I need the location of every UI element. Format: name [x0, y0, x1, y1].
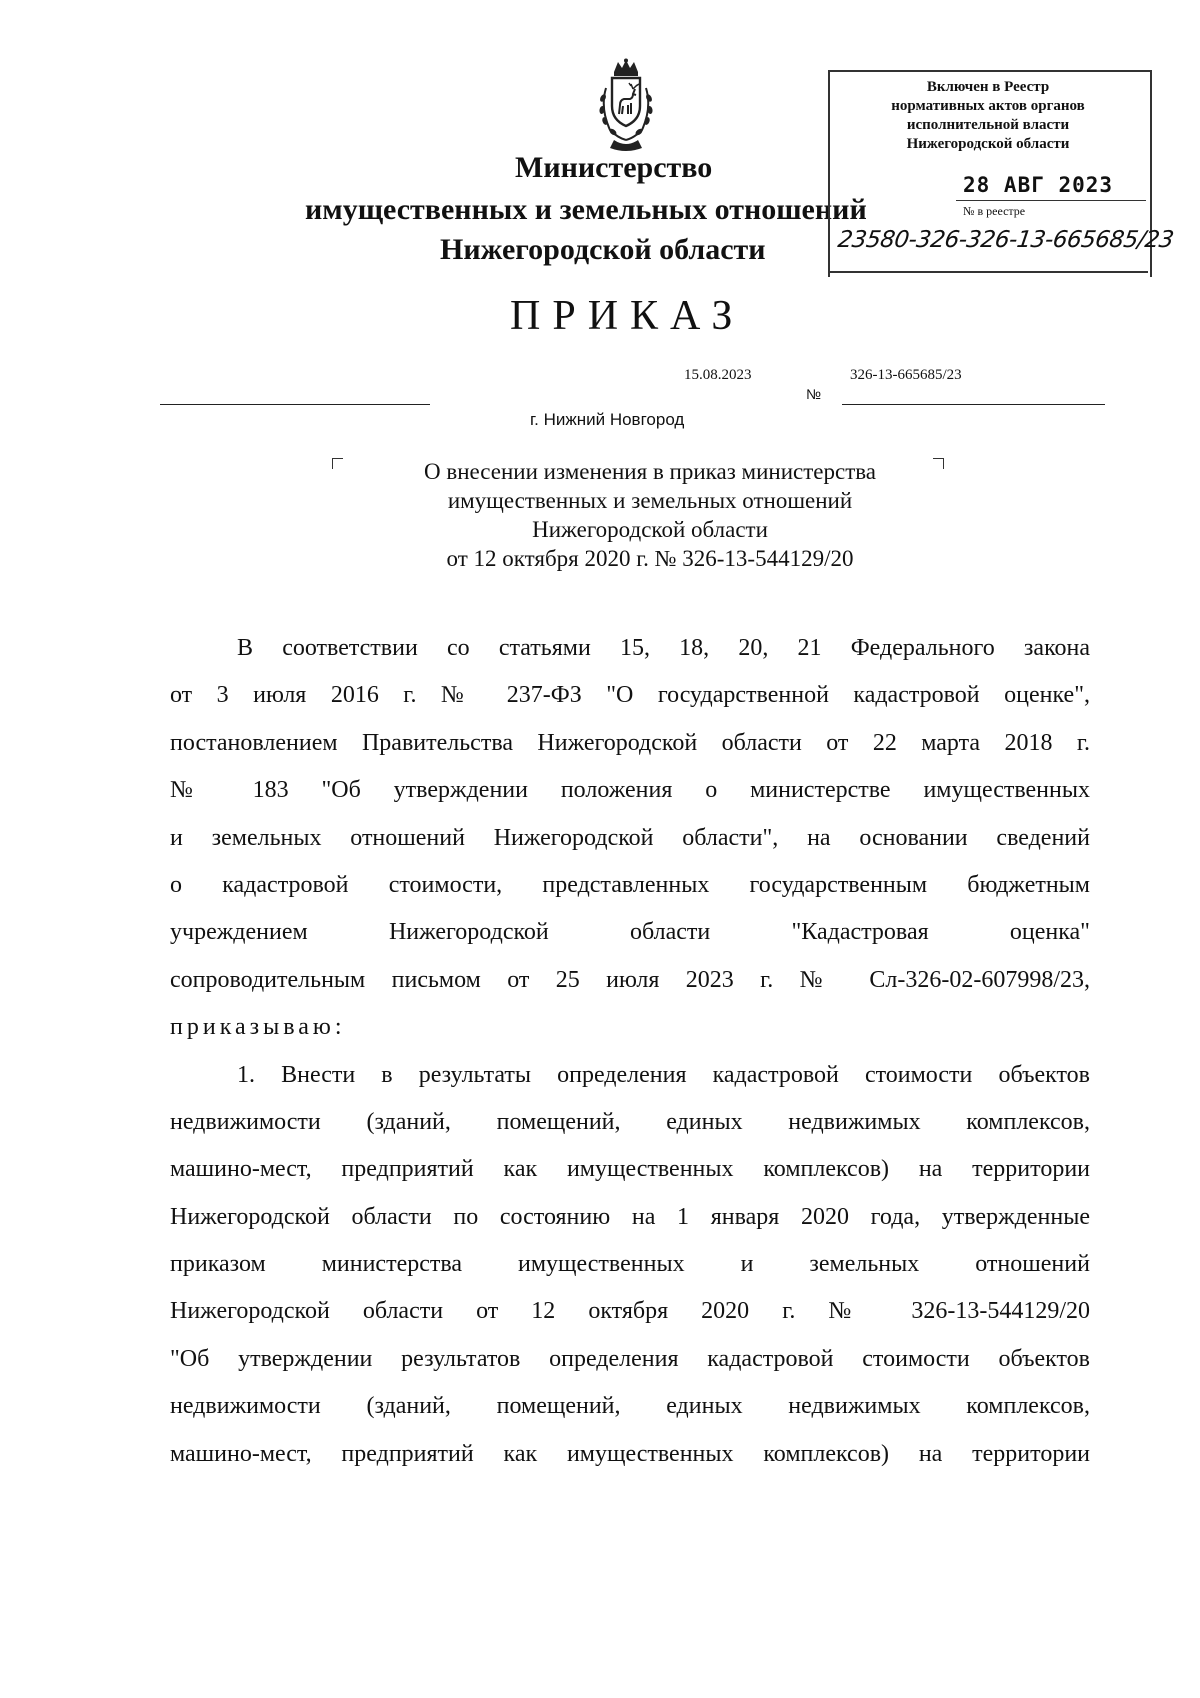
body-word: "Кадастровая — [791, 919, 929, 946]
body-line: машино-мест, предприятий как имущественных комплексов) на территории — [170, 1156, 1090, 1183]
stamp-line4: Нижегородской области — [906, 136, 1070, 152]
stamp-date: 28 АВГ 2023 — [963, 173, 1114, 197]
subject-line3: Нижегородской области — [532, 517, 768, 542]
ministry-name-line3: Нижегородской области — [440, 233, 766, 266]
body-line: о кадастровой стоимости, представленных государственным бюджетным — [170, 871, 1090, 898]
registry-stamp — [828, 70, 1176, 275]
number-underline — [842, 404, 1105, 405]
ministry-name-line1: Министерство — [515, 151, 713, 184]
stamp-divider — [956, 200, 1146, 201]
body-word: приказом — [170, 1251, 266, 1278]
stamp-registry-number: 23580-326-326-13-665685/23 — [836, 227, 1176, 253]
body-line: и земельных отношений Нижегородской области", на основании сведений — [170, 824, 1090, 851]
body-line: 1. Внести в результаты определения кадастровой стоимости объектов — [237, 1061, 1090, 1088]
body-line: недвижимости (зданий, помещений, единых недвижимых комплексов, — [170, 1393, 1090, 1420]
body-line: машино-мест, предприятий как имущественных комплексов) на территории — [170, 1440, 1090, 1467]
body-line: сопроводительным письмом от 25 июля 2023 г. № Сл-326-02-607998/23, — [170, 966, 1090, 993]
ministry-name-line2: имущественных и земельных отношений — [305, 193, 867, 226]
body-line-order: приказываю: — [170, 1014, 346, 1041]
subject-line1: О внесении изменения в приказ министерства — [423, 459, 877, 484]
stamp-line2: нормативных актов органов — [891, 98, 1085, 114]
body-line: постановлением Правительства Нижегородской области от 22 марта 2018 г. — [170, 729, 1090, 756]
stamp-line1: Включен в Реестр — [926, 79, 1050, 95]
subject-line2: имущественных и земельных отношений — [447, 488, 853, 513]
stamp-registry-label: № в реестре — [963, 204, 1026, 218]
body-word: имущественных — [518, 1251, 685, 1278]
document-body — [170, 625, 1090, 1478]
document-number: 326-13-665685/23 — [850, 367, 962, 383]
body-word: и — [740, 1251, 754, 1278]
body-word: учреждением — [170, 919, 308, 946]
body-word: министерства — [321, 1251, 463, 1278]
body-line: от 3 июля 2016 г. № 237-ФЗ "О государственной кадастровой оценке", — [170, 682, 1090, 709]
document-date: 15.08.2023 — [684, 367, 752, 383]
subject-corner-left — [332, 458, 343, 469]
document-city: г. Нижний Новгород — [530, 410, 685, 429]
body-word: оценка" — [1009, 919, 1090, 946]
body-line — [170, 1241, 1090, 1288]
date-underline — [160, 404, 430, 405]
stamp-bottom-line — [828, 271, 1148, 273]
subject-line4: от 12 октября 2020 г. № 326-13-544129/20 — [446, 546, 854, 571]
body-word: Нижегородской — [388, 919, 549, 946]
body-word: области — [630, 919, 711, 946]
body-line — [170, 909, 1090, 956]
body-line: В соответствии со статьями 15, 18, 20, 21 Федерального закона — [237, 635, 1090, 661]
document-title: ПРИКАЗ — [510, 293, 745, 339]
document-subject — [360, 457, 940, 573]
body-word: отношений — [975, 1251, 1090, 1278]
coat-of-arms-icon — [578, 58, 674, 154]
stamp-line3: исполнительной власти — [906, 117, 1070, 133]
body-line: № 183 "Об утверждении положения о министерстве имущественных — [170, 777, 1090, 804]
body-line: Нижегородской области от 12 октября 2020 г. № 326-13-544129/20 — [170, 1298, 1090, 1325]
number-sign: № — [806, 386, 822, 402]
body-line: Нижегородской области по состоянию на 1 января 2020 года, утвержденные — [170, 1203, 1090, 1230]
body-word: земельных — [809, 1251, 920, 1278]
body-line: недвижимости (зданий, помещений, единых недвижимых комплексов, — [170, 1108, 1090, 1135]
body-line: "Об утверждении результатов определения кадастровой стоимости объектов — [170, 1345, 1090, 1372]
